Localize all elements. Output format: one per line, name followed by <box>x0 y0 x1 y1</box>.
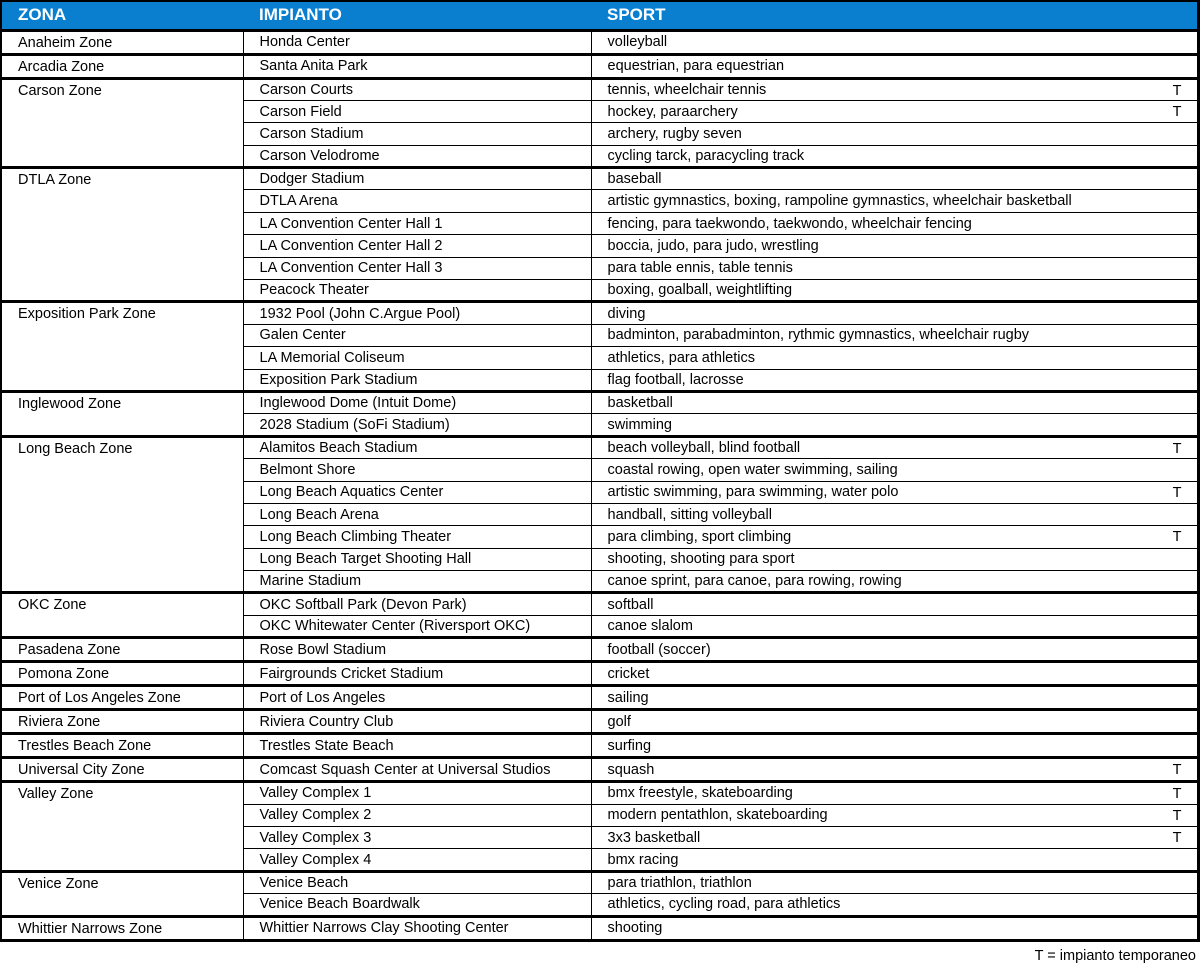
sport-text: softball <box>607 596 654 613</box>
sport-cell <box>591 436 1198 458</box>
table-row <box>1 436 1198 458</box>
sport-cell <box>591 54 1198 78</box>
sport-cell <box>591 481 1198 503</box>
sport-cell <box>591 391 1198 413</box>
venue-cell: Valley Complex 3 <box>243 827 591 849</box>
sport-cell <box>591 459 1198 481</box>
table-row <box>1 593 1198 615</box>
table-row <box>1 302 1198 324</box>
venue-cell: Santa Anita Park <box>243 54 591 78</box>
table-row <box>1 916 1198 940</box>
venue-cell: Trestles State Beach <box>243 734 591 758</box>
sport-text: canoe sprint, para canoe, para rowing, rowing <box>607 573 902 590</box>
sport-text: diving <box>607 305 646 322</box>
venue-cell: Long Beach Climbing Theater <box>243 526 591 548</box>
temporary-flag: T <box>1172 830 1182 847</box>
venue-cell: Carson Courts <box>243 78 591 100</box>
sport-cell <box>591 526 1198 548</box>
sport-cell <box>591 235 1198 257</box>
sport-text: para climbing, sport climbing <box>607 529 792 545</box>
sport-text: squash <box>607 761 655 778</box>
sport-text: flag football, lacrosse <box>607 371 744 388</box>
sport-cell <box>591 662 1198 686</box>
zone-cell: Trestles Beach Zone <box>1 734 243 758</box>
venue-cell: Dodger Stadium <box>243 168 591 190</box>
zone-cell: Universal City Zone <box>1 758 243 782</box>
sport-text: sailing <box>607 689 649 706</box>
sport-text: archery, rugby seven <box>607 125 742 142</box>
table-row <box>1 782 1198 804</box>
venue-cell: Galen Center <box>243 324 591 346</box>
zone-cell: Pasadena Zone <box>1 638 243 662</box>
table-row <box>1 686 1198 710</box>
venue-cell: Venice Beach Boardwalk <box>243 894 591 916</box>
zone-cell: Inglewood Zone <box>1 391 243 436</box>
header-impianto: IMPIANTO <box>243 1 591 30</box>
sport-text: coastal rowing, open water swimming, sailing <box>607 461 898 478</box>
zone-cell: Riviera Zone <box>1 710 243 734</box>
venue-cell: 1932 Pool (John C.Argue Pool) <box>243 302 591 324</box>
sport-text: athletics, cycling road, para athletics <box>607 896 841 913</box>
sport-cell <box>591 123 1198 145</box>
sport-cell <box>591 593 1198 615</box>
zone-cell: Pomona Zone <box>1 662 243 686</box>
sport-text: bmx freestyle, skateboarding <box>607 785 793 802</box>
sport-cell <box>591 100 1198 122</box>
table-row <box>1 871 1198 893</box>
sport-cell <box>591 871 1198 893</box>
temporary-flag: T <box>1172 807 1182 824</box>
sport-text: bmx racing <box>607 851 679 868</box>
sport-cell <box>591 347 1198 369</box>
zone-cell: Valley Zone <box>1 782 243 872</box>
venue-cell: Long Beach Aquatics Center <box>243 481 591 503</box>
sport-cell <box>591 190 1198 212</box>
table-row <box>1 168 1198 190</box>
sport-text: baseball <box>607 171 662 188</box>
zone-cell: DTLA Zone <box>1 168 243 302</box>
venue-cell: OKC Whitewater Center (Riversport OKC) <box>243 615 591 637</box>
zone-cell: OKC Zone <box>1 593 243 638</box>
sport-text: swimming <box>607 416 672 433</box>
sport-cell <box>591 212 1198 234</box>
venue-cell: LA Memorial Coliseum <box>243 347 591 369</box>
venue-cell: Exposition Park Stadium <box>243 369 591 391</box>
venue-cell: Belmont Shore <box>243 459 591 481</box>
zone-cell: Carson Zone <box>1 78 243 168</box>
sport-cell <box>591 503 1198 525</box>
venue-cell: Fairgrounds Cricket Stadium <box>243 662 591 686</box>
sport-text: canoe slalom <box>607 618 693 635</box>
zone-cell: Arcadia Zone <box>1 54 243 78</box>
temporary-flag: T <box>1172 440 1182 457</box>
venue-cell: Valley Complex 4 <box>243 849 591 871</box>
sport-cell <box>591 734 1198 758</box>
sport-cell <box>591 916 1198 940</box>
venue-cell: Carson Field <box>243 100 591 122</box>
temporary-flag: T <box>1172 529 1182 546</box>
sport-text: handball, sitting volleyball <box>607 506 772 523</box>
table-row <box>1 54 1198 78</box>
venue-cell: Carson Velodrome <box>243 145 591 167</box>
sport-cell <box>591 168 1198 190</box>
venue-cell: DTLA Arena <box>243 190 591 212</box>
sport-cell <box>591 571 1198 593</box>
header-row <box>1 1 1198 30</box>
venue-cell: Valley Complex 1 <box>243 782 591 804</box>
header-sport: SPORT <box>591 1 1198 30</box>
zone-cell: Port of Los Angeles Zone <box>1 686 243 710</box>
zone-cell: Venice Zone <box>1 871 243 916</box>
venue-cell: 2028 Stadium (SoFi Stadium) <box>243 414 591 436</box>
table-row <box>1 391 1198 413</box>
venue-cell: Inglewood Dome (Intuit Dome) <box>243 391 591 413</box>
sport-text: football (soccer) <box>607 641 711 658</box>
sport-text: fencing, para taekwondo, taekwondo, wheelchair fencing <box>607 215 972 232</box>
venue-cell: Honda Center <box>243 30 591 54</box>
sport-cell <box>591 302 1198 324</box>
sport-text: artistic swimming, para swimming, water polo <box>607 484 899 501</box>
sport-cell <box>591 548 1198 570</box>
sport-cell <box>591 894 1198 916</box>
zone-cell: Anaheim Zone <box>1 30 243 54</box>
sport-text: surfing <box>607 737 652 754</box>
sport-cell <box>591 758 1198 782</box>
venue-cell: Alamitos Beach Stadium <box>243 436 591 458</box>
venue-cell: Port of Los Angeles <box>243 686 591 710</box>
venue-cell: LA Convention Center Hall 2 <box>243 235 591 257</box>
sport-cell <box>591 78 1198 100</box>
sport-text: basketball <box>607 395 673 412</box>
sport-text: volleyball <box>607 34 668 50</box>
sport-cell <box>591 827 1198 849</box>
sport-text: 3x3 basketball <box>607 829 701 846</box>
header-zona: ZONA <box>1 1 243 30</box>
sport-text: para triathlon, triathlon <box>607 875 752 892</box>
sport-text: beach volleyball, blind football <box>607 439 801 456</box>
sport-text: boccia, judo, para judo, wrestling <box>607 237 819 254</box>
table-row <box>1 30 1198 54</box>
sport-text: shooting <box>607 920 663 937</box>
table-row <box>1 662 1198 686</box>
zone-cell: Whittier Narrows Zone <box>1 916 243 940</box>
table-row <box>1 638 1198 662</box>
temporary-flag: T <box>1172 103 1182 120</box>
sport-cell <box>591 414 1198 436</box>
table-row <box>1 78 1198 100</box>
zone-cell: Exposition Park Zone <box>1 302 243 392</box>
temporary-flag: T <box>1172 82 1182 99</box>
sport-cell <box>591 145 1198 167</box>
venue-cell: Whittier Narrows Clay Shooting Center <box>243 916 591 940</box>
table-row <box>1 734 1198 758</box>
sport-text: cricket <box>607 665 650 682</box>
sport-cell <box>591 782 1198 804</box>
table-row <box>1 758 1198 782</box>
table-body <box>1 30 1198 940</box>
venue-cell: LA Convention Center Hall 1 <box>243 212 591 234</box>
legend-note: T = impianto temporaneo <box>1034 948 1196 964</box>
venue-cell: Marine Stadium <box>243 571 591 593</box>
sport-cell <box>591 710 1198 734</box>
table-row <box>1 710 1198 734</box>
sport-text: cycling tarck, paracycling track <box>607 147 805 164</box>
sport-text: boxing, goalball, weightlifting <box>607 282 793 299</box>
venue-cell: Riviera Country Club <box>243 710 591 734</box>
sport-text: athletics, para athletics <box>607 349 755 366</box>
sport-text: artistic gymnastics, boxing, rampoline gymnastics, wheelchair basketball <box>607 193 1072 210</box>
sport-text: para table ennis, table tennis <box>607 260 793 277</box>
venue-cell: OKC Softball Park (Devon Park) <box>243 593 591 615</box>
venue-cell: Carson Stadium <box>243 123 591 145</box>
venue-cell: Long Beach Arena <box>243 503 591 525</box>
sport-cell <box>591 686 1198 710</box>
sport-cell <box>591 638 1198 662</box>
sport-cell <box>591 804 1198 826</box>
venue-cell: Venice Beach <box>243 871 591 893</box>
venue-cell: Peacock Theater <box>243 280 591 302</box>
venue-cell: Long Beach Target Shooting Hall <box>243 548 591 570</box>
sport-text: shooting, shooting para sport <box>607 551 795 568</box>
venue-cell: Comcast Squash Center at Universal Studios <box>243 758 591 782</box>
zone-cell: Long Beach Zone <box>1 436 243 593</box>
temporary-flag: T <box>1172 786 1182 803</box>
sport-text: tennis, wheelchair tennis <box>607 81 767 98</box>
temporary-flag: T <box>1172 762 1182 779</box>
sport-cell <box>591 30 1198 54</box>
sport-text: golf <box>607 713 631 730</box>
venue-cell: LA Convention Center Hall 3 <box>243 257 591 279</box>
sport-cell <box>591 280 1198 302</box>
sport-cell <box>591 369 1198 391</box>
sport-text: modern pentathlon, skateboarding <box>607 807 828 824</box>
sport-cell <box>591 324 1198 346</box>
sport-text: hockey, paraarchery <box>607 103 738 120</box>
sport-text: badminton, parabadminton, rythmic gymnastics, wheelchair rugby <box>607 327 1030 344</box>
venue-cell: Rose Bowl Stadium <box>243 638 591 662</box>
sport-cell <box>591 615 1198 637</box>
sport-cell <box>591 257 1198 279</box>
venue-cell: Valley Complex 2 <box>243 804 591 826</box>
temporary-flag: T <box>1172 484 1182 501</box>
sport-cell <box>591 849 1198 871</box>
sport-text: equestrian, para equestrian <box>607 58 785 74</box>
